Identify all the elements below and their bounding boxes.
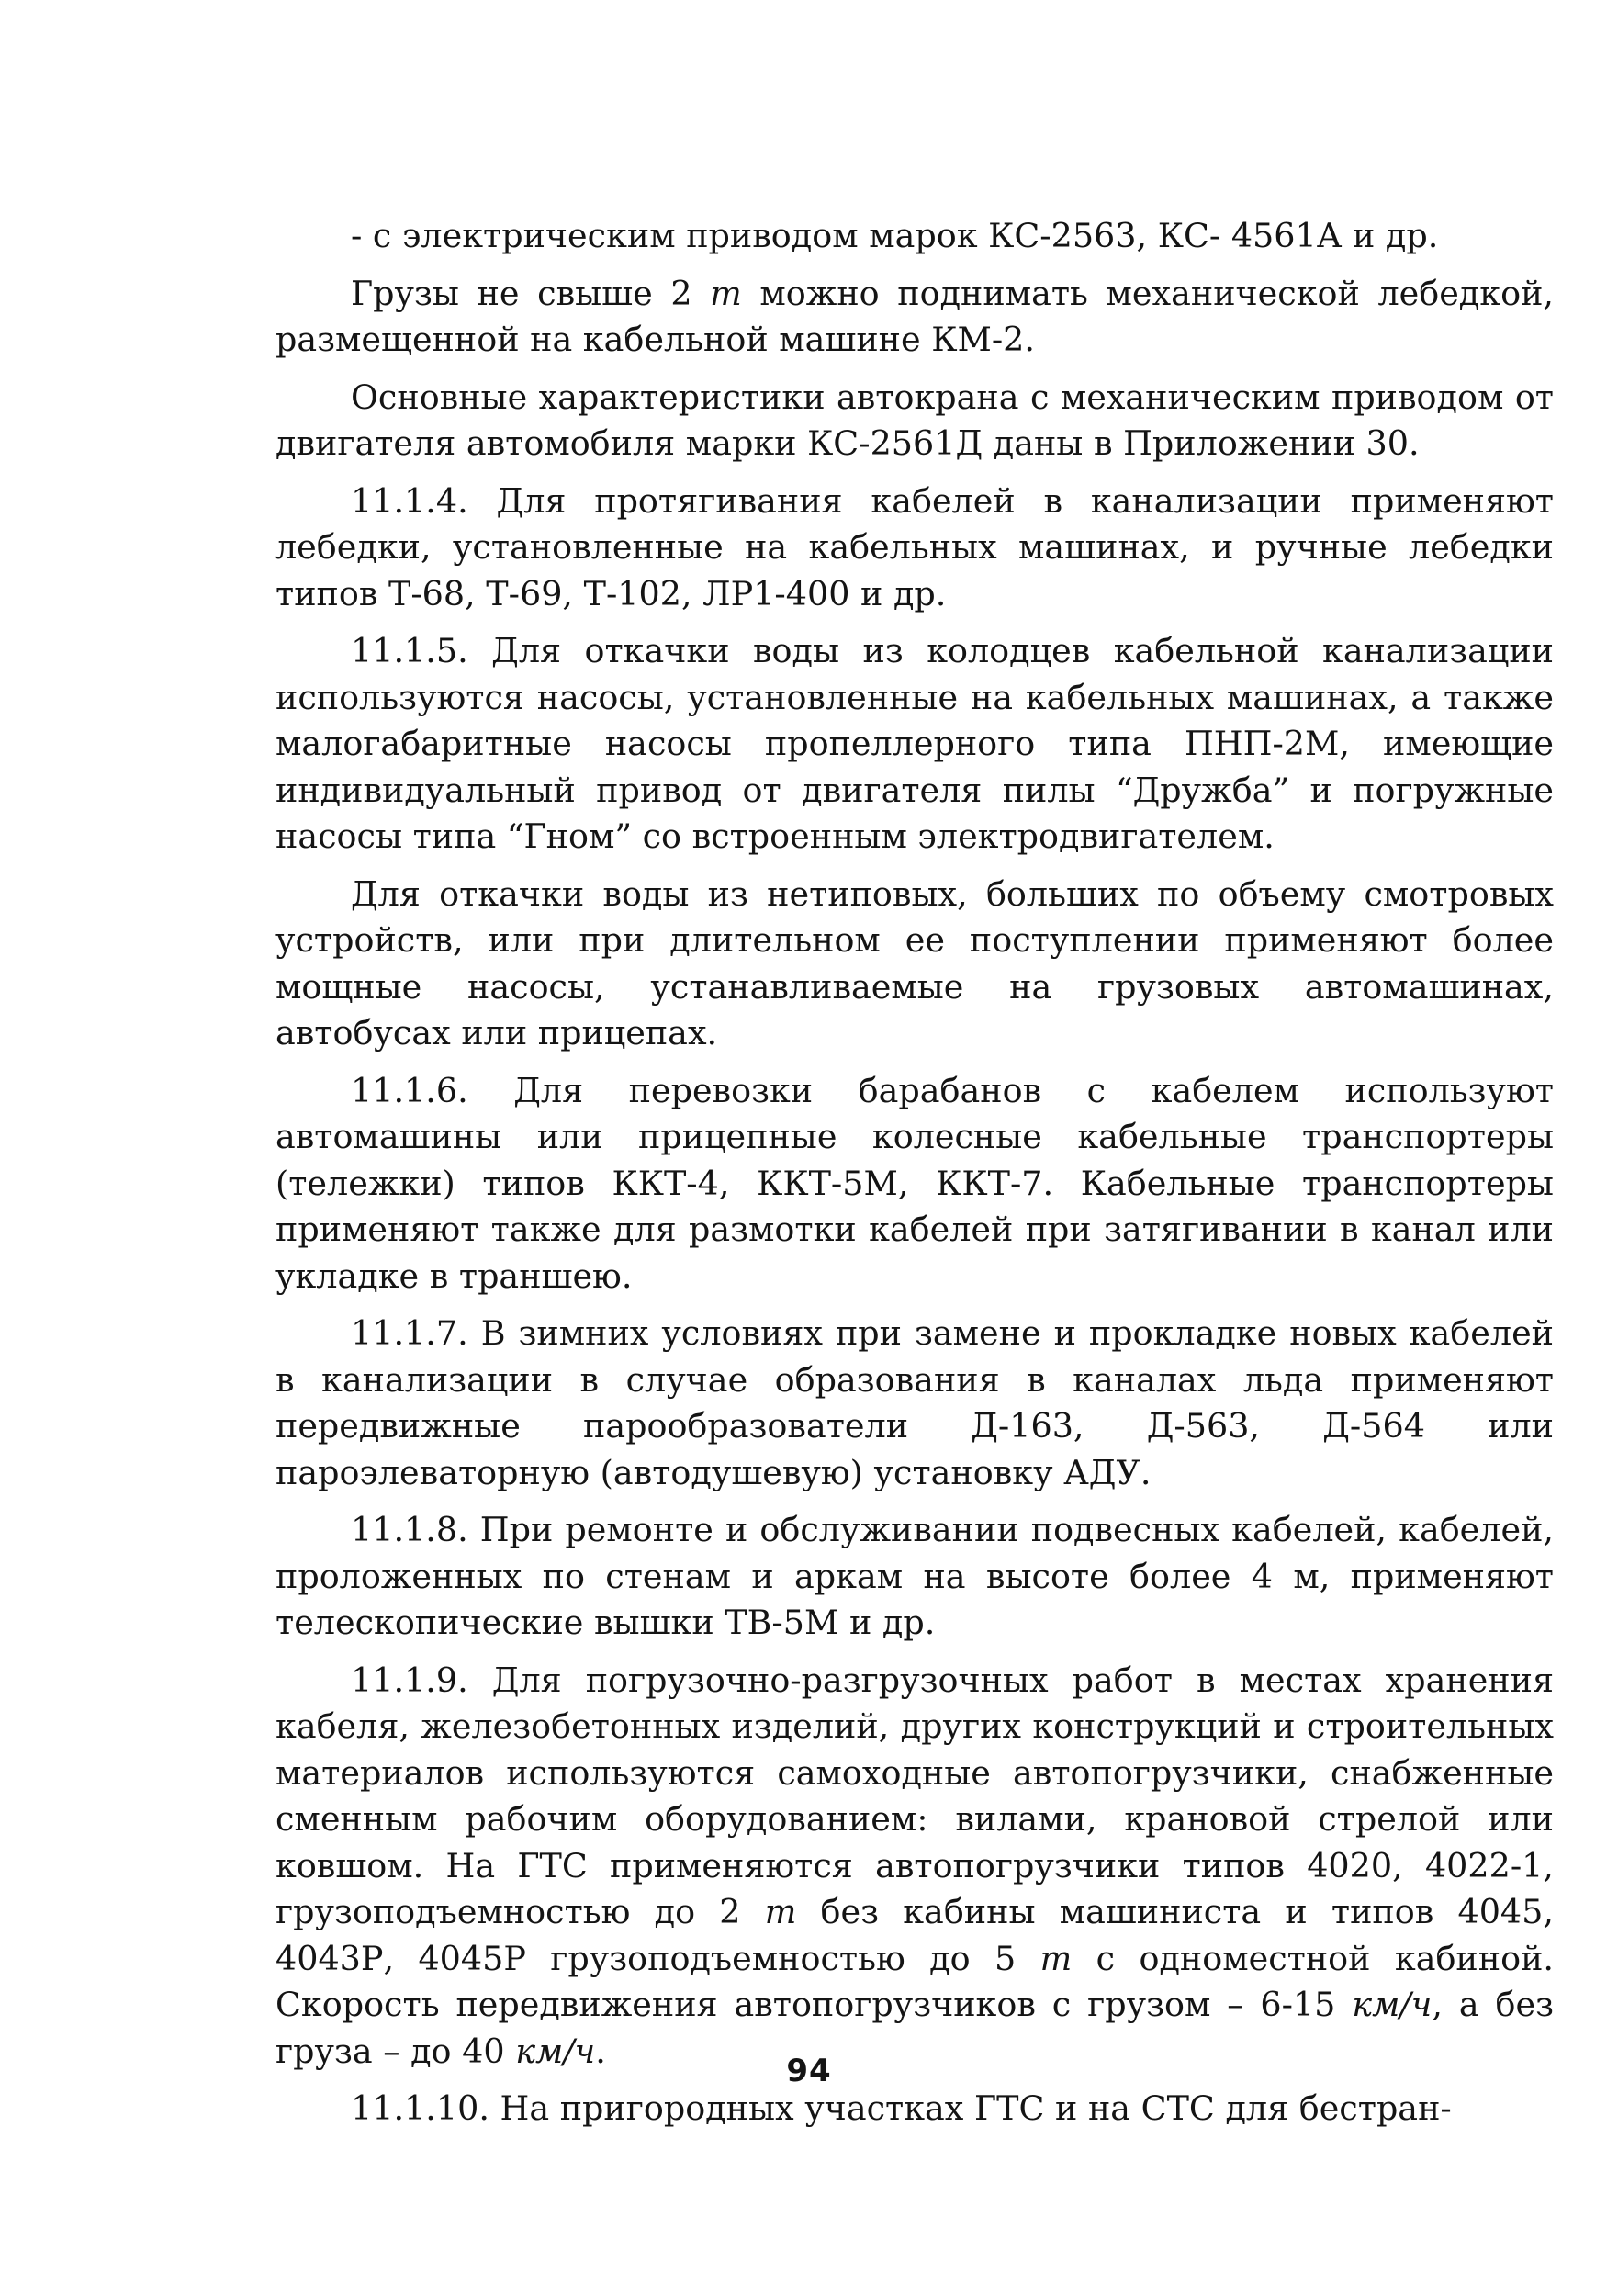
- text-run: 11.1.5. Для откачки воды из колодцев кабельной канализации используются насосы, установленные на кабельных машинах, а также малогабаритные насосы пропеллерного типа ПНП-2М, имеющие индивидуальный привод от двигателя пилы “Дружба” и погружные насосы типа “Гном” со встроенным электродвигателем.: [275, 631, 1554, 856]
- text-run: 11.1.9. Для погрузочно-разгрузочных работ в местах хранения кабеля, железобетонных изделий, других конструкций и строительных материалов используются самоходные автопогрузчики, снабженные сменным рабочим оборудованием: вилами, крановой стрелой или ковшом. На ГТС применяются автопогрузчики типов 4020, 4022-1, грузоподъемностью до 2: [275, 1660, 1554, 1931]
- text-run: 11.1.8. При ремонте и обслуживании подвесных кабелей, кабелей, проложенных по стенам и аркам на высоте более 4 м, применяют телескопические вышки ТВ-5М и др.: [275, 1510, 1554, 1642]
- text-run: .: [595, 2031, 606, 2071]
- text-run: 11.1.6. Для перевозки барабанов с кабелем используют автомашины или прицепные колесные кабельные транспортеры (тележки) типов ККТ-4, ККТ-5М, ККТ-7. Кабельные транспортеры применяют также для размотки кабелей при затягивании в канал или укладке в траншею.: [275, 1070, 1554, 1296]
- text-run: , а без груза – до 40: [275, 1985, 1554, 2071]
- text-run: Для откачки воды из нетиповых, больших по объему смотровых устройств, или при длительном ее поступлении применяют более мощные насосы, устанавливаемые на грузовых автомашинах, автобусах или прицепах.: [275, 873, 1554, 1052]
- italic-unit: т: [710, 273, 742, 313]
- paragraph: [275, 1658, 1554, 2076]
- paragraph: [275, 2086, 1554, 2133]
- text-run: 11.1.10. На пригородных участках ГТС и на СТС для бестран-: [351, 2088, 1452, 2128]
- paragraph: [275, 375, 1554, 467]
- italic-unit: т: [764, 1892, 797, 1931]
- text-run: 11.1.7. В зимних условиях при замене и прокладке новых кабелей в канализации в случае образования в каналах льда применяют передвижные парообразователи Д-163, Д-563, Д-564 или пароэлеваторную (автодушевую) установку АДУ.: [275, 1313, 1554, 1492]
- paragraph: [275, 872, 1554, 1057]
- italic-unit: км/ч: [1352, 1985, 1433, 2024]
- paragraph: [275, 213, 1554, 260]
- text-run: без кабины машиниста и типов 4045, 4043Р, 4045Р грузоподъемностью до 5: [275, 1892, 1554, 1978]
- text-run: с одноместной кабиной. Скорость передвижения автопогрузчиков с грузом – 6-15: [275, 1938, 1554, 2024]
- page-number: 94: [786, 2053, 832, 2089]
- paragraph: [275, 1311, 1554, 1496]
- paragraph: [275, 628, 1554, 861]
- text-run: Основные характеристики автокрана с механическим приводом от двигателя автомобиля марки КС-2561Д даны в Приложении 30.: [275, 377, 1554, 463]
- italic-unit: км/ч: [515, 2031, 596, 2071]
- paragraph: [275, 1068, 1554, 1300]
- italic-unit: т: [1039, 1938, 1073, 1978]
- text-run: Грузы не свыше 2: [351, 273, 711, 313]
- text-run: - с электрическим приводом марок КС-2563, КС- 4561А и др.: [351, 216, 1439, 255]
- paragraph: [275, 1507, 1554, 1647]
- text-run: 11.1.4. Для протягивания кабелей в канализации применяют лебедки, установленные на кабельных машинах, и ручные лебедки типов Т-68, Т-69, Т-102, ЛР1-400 и др.: [275, 480, 1554, 613]
- paragraph: [275, 271, 1554, 364]
- text-run: можно поднимать механической лебедкой, размещенной на кабельной машине КМ-2.: [275, 273, 1554, 359]
- paragraph: [275, 478, 1554, 618]
- page-body: [275, 213, 1554, 2144]
